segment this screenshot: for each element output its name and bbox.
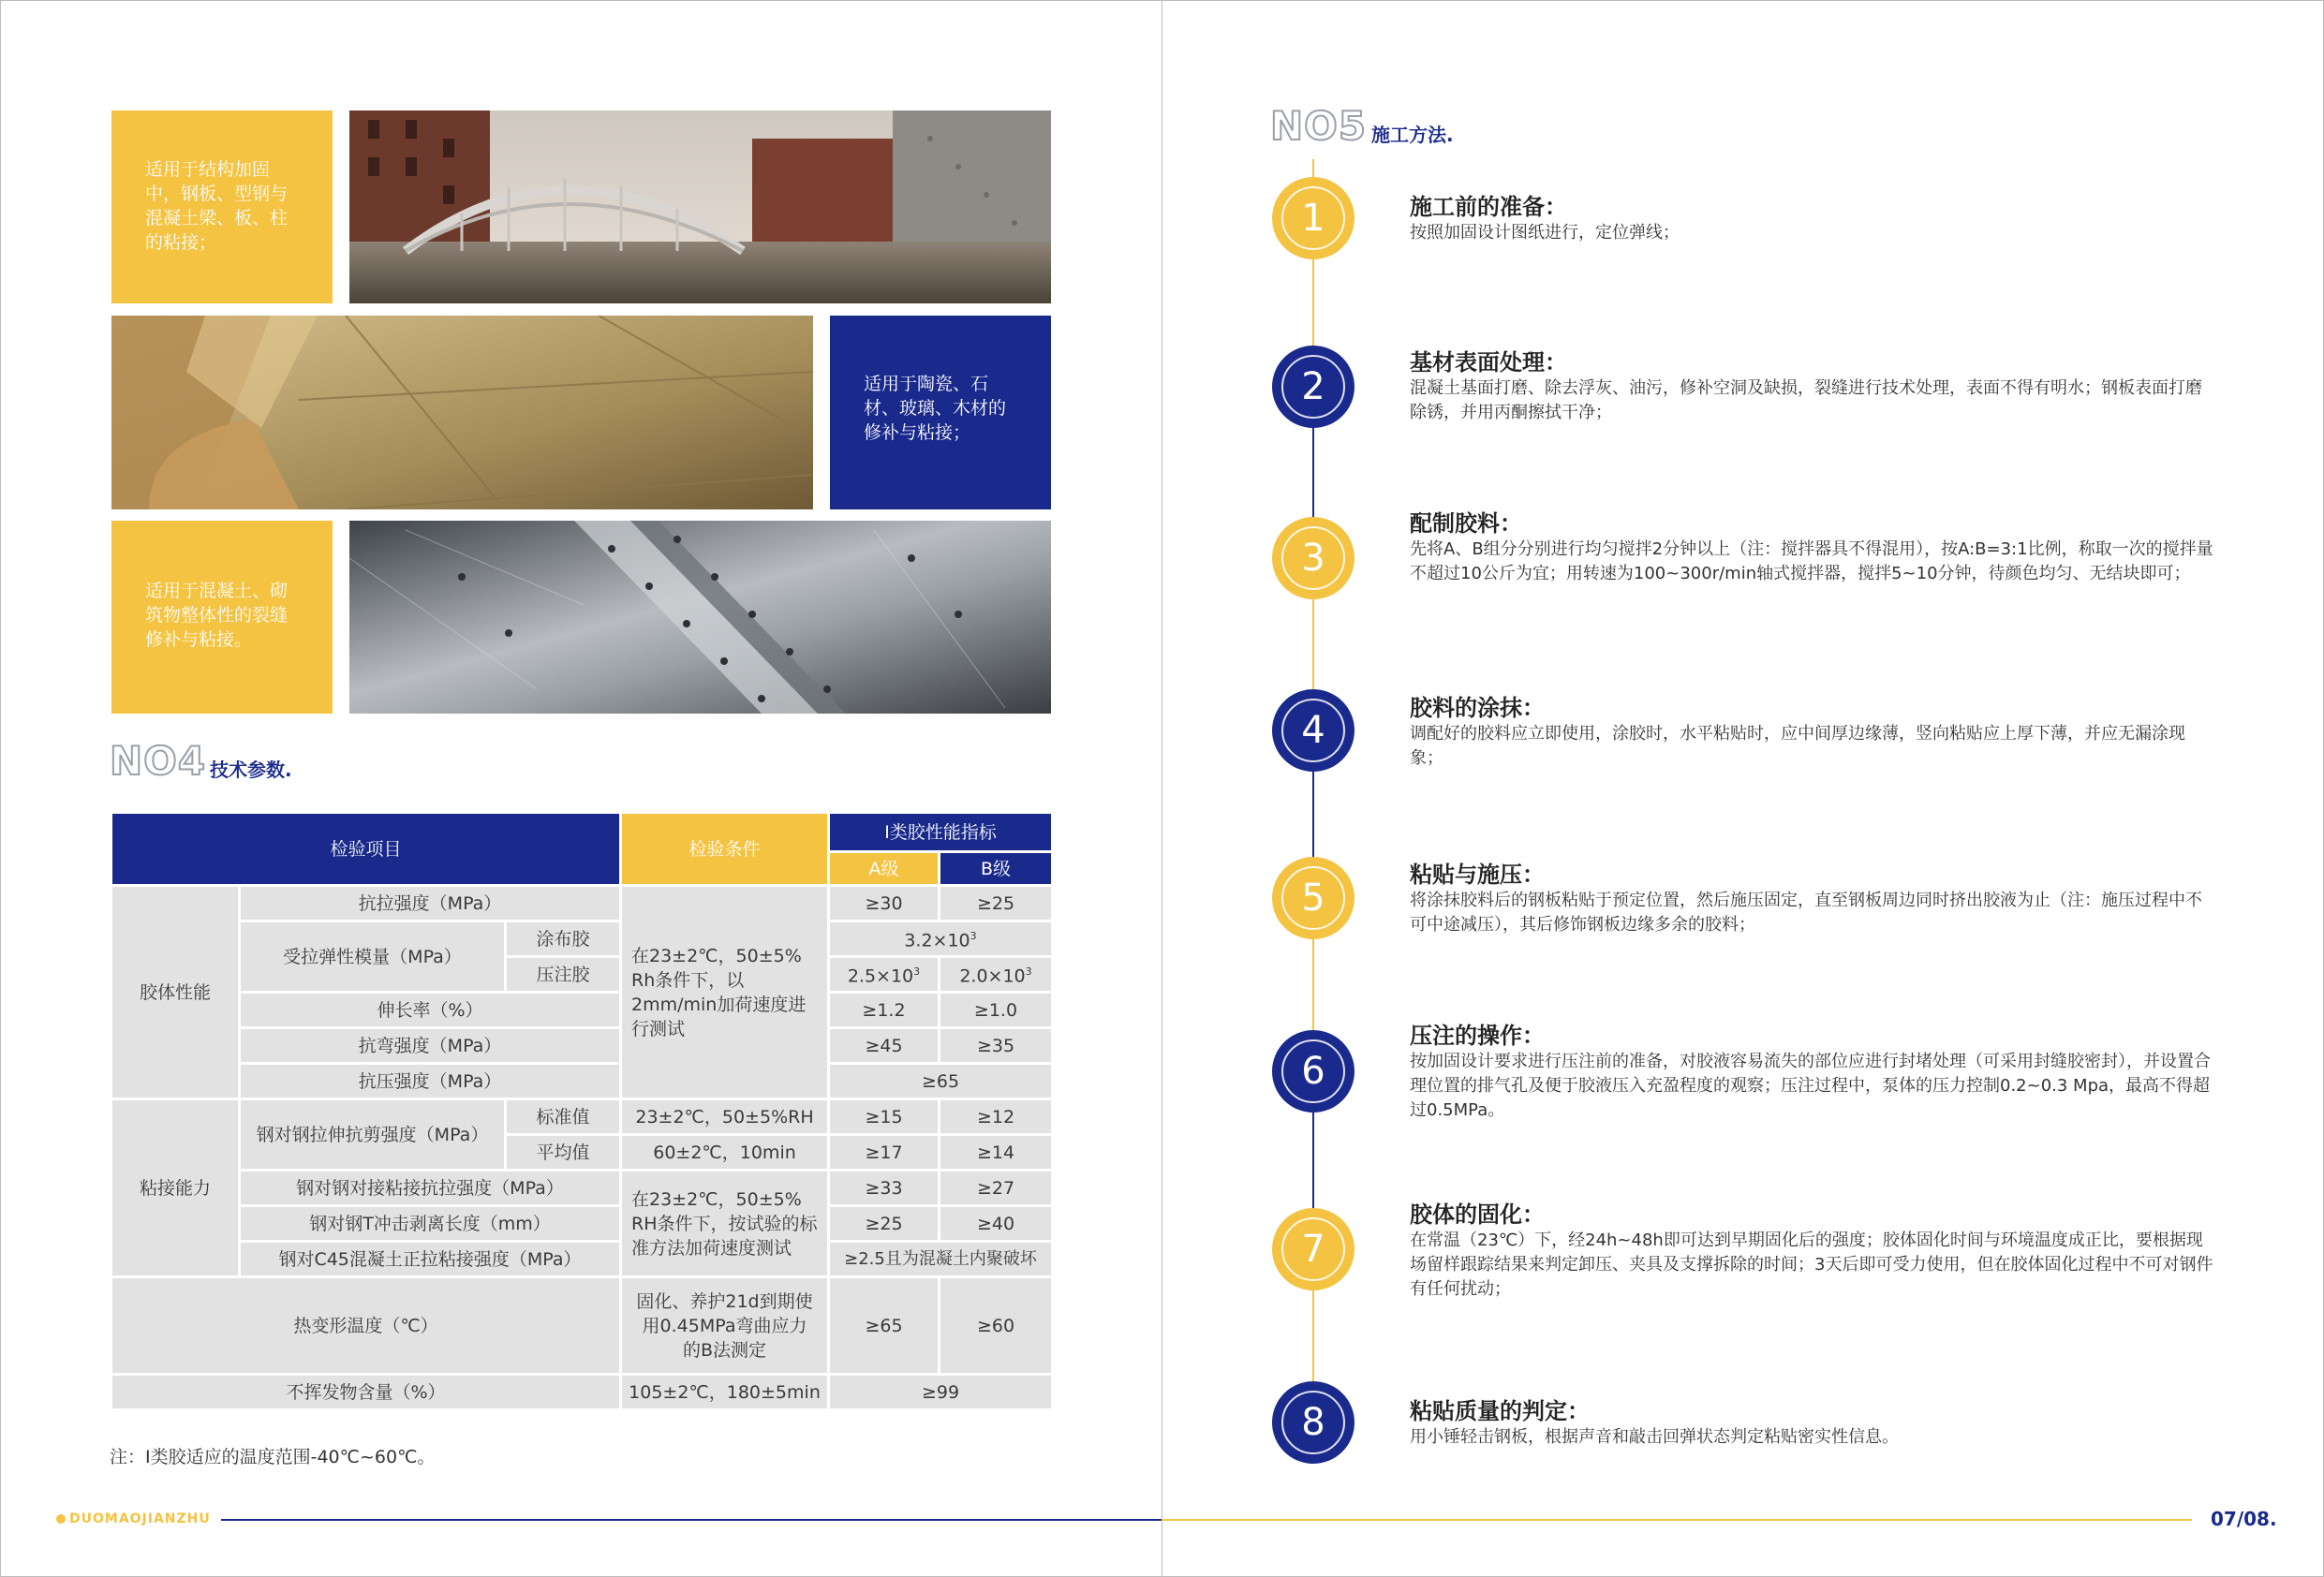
step-5-body: 将涂抹胶料后的钢板粘贴于预定位置，然后施压固定，直至钢板周边同时挤出胶液为止（注：施压过程中不可中途减压），其后修饰钢板边缘多余的胶料； [1410, 891, 2202, 935]
row-elongation: 伸长率（%） [240, 993, 621, 1028]
row-shear-strength: 钢对钢拉伸抗剪强度（MPa） [240, 1099, 506, 1171]
step-1-title: 施工前的准备： [1410, 194, 1567, 220]
value-tpeel-a: ≥25 [829, 1206, 940, 1242]
feature-tile-ceramic [830, 316, 1051, 509]
header-test-item: 检验项目 [111, 813, 621, 886]
value-elongation-b: ≥1.0 [940, 993, 1053, 1028]
step-7-number: 7 [1281, 1217, 1345, 1281]
temperature-note: 注：Ⅰ类胶适应的温度范围-40℃~60℃。 [110, 1447, 436, 1467]
condition-heat: 固化、养护21d到期使用0.45MPa弯曲应力的B法测定 [621, 1277, 829, 1375]
step-6-title: 压注的操作： [1410, 1023, 1545, 1049]
step-3-title: 配制胶料： [1410, 510, 1522, 537]
step-8-title: 粘贴质量的判定： [1410, 1398, 1590, 1424]
tech-params-table [110, 811, 1054, 1411]
row-bending-strength: 抗弯强度（MPa） [240, 1028, 621, 1064]
value-butt-b: ≥27 [940, 1171, 1053, 1206]
step-2-title: 基材表面处理： [1410, 349, 1567, 376]
section-number-no5: NO5 [1270, 103, 1368, 149]
row-tensile-strength: 抗拉强度（MPa） [240, 886, 621, 921]
condition-standard: 23±2℃，50±5%RH [621, 1099, 829, 1135]
step-7-title: 胶体的固化： [1410, 1201, 1545, 1228]
header-test-condition: 检验条件 [621, 813, 829, 886]
value-standard-b: ≥12 [940, 1099, 1053, 1135]
page-number: 07/08. [2211, 1508, 2277, 1530]
feature-tile-steel [111, 111, 333, 303]
condition-colloid: 在23±2℃，50±5% Rh条件下，以2mm/min加荷速度进行测试 [621, 886, 829, 1099]
row-standard-value: 标准值 [506, 1099, 621, 1135]
step-2-circle [1272, 346, 1354, 428]
row-average-value: 平均值 [506, 1135, 621, 1171]
value-average-b: ≥14 [940, 1135, 1053, 1171]
section-title-construction-method: 施工方法. [1371, 124, 1454, 146]
value-injection-modulus-b: $2.0\times 10^3$ [940, 957, 1053, 993]
value-tpeel-b: ≥40 [940, 1206, 1053, 1242]
row-tensile-modulus: 受拉弹性模量（MPa） [240, 921, 506, 993]
step-1-circle [1272, 177, 1354, 259]
step-6-number: 6 [1281, 1039, 1345, 1103]
step-8 [1410, 1397, 2215, 1450]
footer-rule-right [1162, 1519, 2192, 1521]
value-butt-a: ≥33 [829, 1171, 940, 1206]
step-7-body: 在常温（23℃）下，经24h~48h即可达到早期固化后的强度；胶体固化时间与环境温度成正比，要根据现场留样跟踪结果来判定卸压、夹具及支撑拆除的时间；3天后即可受力使用，但在胶体固化过程中不可对钢件有任何扰动； [1410, 1231, 2213, 1299]
step-3-body: 先将A、B组分分别进行均匀搅拌2分钟以上（注：搅拌器具不得混用），按A:B=3:1比例，称取一次的搅拌量不超过10公斤为宜；用转速为100~300r/min轴式搅拌器，搅拌5~10分钟，待颜色均匀、无结块即可； [1410, 539, 2213, 583]
step-8-body: 用小锤轻击钢板，根据声音和敲击回弹状态判定粘贴密实性信息。 [1410, 1427, 1899, 1447]
step-8-circle [1272, 1381, 1354, 1464]
section-title-tech-params: 技术参数. [210, 759, 292, 781]
value-bending-b: ≥35 [940, 1028, 1053, 1064]
step-5 [1410, 861, 2215, 937]
feature-text-ceramic: 适用于陶瓷、石材、玻璃、木材的修补与粘接； [864, 374, 1007, 443]
value-bending-a: ≥45 [829, 1028, 940, 1064]
row-t-peel-length: 钢对钢T冲击剥离长度（mm） [240, 1206, 621, 1242]
value-coating-modulus: $3.2\times 10^3$ [829, 921, 1053, 957]
row-nonvolatile-content: 不挥发物含量（%） [111, 1375, 621, 1410]
step-7 [1410, 1201, 2215, 1302]
feature-tile-concrete [111, 521, 333, 714]
row-injection-adhesive: 压注胶 [506, 957, 621, 993]
step-4-title: 胶料的涂抹： [1410, 695, 1545, 721]
row-c45-bond-strength: 钢对C45混凝土正拉粘接强度（MPa） [240, 1242, 621, 1277]
step-3 [1410, 509, 2215, 586]
step-1-number: 1 [1281, 186, 1345, 250]
row-heat-deflection: 热变形温度（℃） [111, 1277, 621, 1375]
value-compressive: ≥65 [829, 1064, 1053, 1099]
step-4-number: 4 [1281, 699, 1345, 762]
row-coating-adhesive: 涂布胶 [506, 921, 621, 957]
row-butt-bond-strength: 钢对钢对接粘接抗拉强度（MPa） [240, 1171, 621, 1206]
step-3-circle [1272, 517, 1354, 599]
value-heat-a: ≥65 [829, 1277, 940, 1375]
value-standard-a: ≥15 [829, 1099, 940, 1135]
value-tensile-b: ≥25 [940, 886, 1053, 921]
step-8-number: 8 [1281, 1391, 1345, 1454]
feature-text-steel: 适用于结构加固中，钢板、型钢与混凝土梁、板、柱的粘接； [145, 159, 289, 253]
header-grade-a: A级 [829, 852, 940, 886]
footer-brand: DUOMAOJIANZHU [56, 1511, 211, 1526]
brand-dot-icon [56, 1514, 66, 1524]
step-2-number: 2 [1281, 355, 1345, 419]
step-4 [1410, 694, 2215, 771]
step-5-circle [1272, 857, 1354, 939]
step-6-circle [1272, 1030, 1354, 1113]
feature-text-concrete: 适用于混凝土、砌筑物整体性的裂缝修补与粘接。 [145, 581, 289, 650]
footer-rule-left [221, 1519, 1162, 1521]
group-colloid-performance: 胶体性能 [111, 886, 240, 1099]
condition-nonvolatile: 105±2℃，180±5min [621, 1375, 829, 1410]
step-3-number: 3 [1281, 526, 1345, 590]
steel-plate-photo [349, 521, 1051, 714]
step-5-number: 5 [1281, 866, 1345, 930]
value-c45: ≥2.5且为混凝土内聚破坏 [829, 1242, 1053, 1277]
step-4-circle [1272, 689, 1354, 772]
section-number-no4: NO4 [110, 738, 207, 784]
step-1 [1410, 193, 2215, 245]
bridge-photo [349, 111, 1051, 303]
value-average-a: ≥17 [829, 1135, 940, 1171]
value-injection-modulus-a: $2.5\times 10^3$ [829, 957, 940, 993]
step-6-body: 按加固设计要求进行压注前的准备，对胶液容易流失的部位应进行封堵处理（可采用封缝胶密封），并设置合理位置的排气孔及便于胶液压入充盈程度的观察；压注过程中，泵体的压力控制0.2~0.3 Mpa，最高不得超过0.5MPa。 [1410, 1052, 2211, 1120]
step-4-body: 调配好的胶料应立即使用，涂胶时，水平粘贴时，应中间厚边缘薄，竖向粘贴应上厚下薄，并应无漏涂现象； [1410, 724, 2185, 768]
step-2-body: 混凝土基面打磨、除去浮灰、油污，修补空洞及缺损，裂缝进行技术处理，表面不得有明水；钢板表面打磨除锈，并用丙酮擦拭干净； [1410, 378, 2202, 422]
step-6 [1410, 1022, 2215, 1123]
value-tensile-a: ≥30 [829, 886, 940, 921]
condition-bonding: 在23±2℃，50±5% RH条件下，按试验的标准方法加荷速度测试 [621, 1171, 829, 1277]
value-heat-b: ≥60 [940, 1277, 1053, 1375]
value-nonvolatile: ≥99 [829, 1375, 1053, 1410]
header-grade-b: B级 [940, 852, 1053, 886]
step-2 [1410, 348, 2215, 425]
header-performance-index: Ⅰ类胶性能指标 [829, 813, 1053, 852]
condition-average: 60±2℃，10min [621, 1135, 829, 1171]
tile-floor-photo [111, 316, 813, 509]
group-bonding-capacity: 粘接能力 [111, 1099, 240, 1277]
step-5-title: 粘贴与施压： [1410, 862, 1545, 888]
step-1-body: 按照加固设计图纸进行，定位弹线； [1410, 223, 1680, 243]
row-compressive-strength: 抗压强度（MPa） [240, 1064, 621, 1099]
value-elongation-a: ≥1.2 [829, 993, 940, 1028]
step-7-circle [1272, 1208, 1354, 1290]
